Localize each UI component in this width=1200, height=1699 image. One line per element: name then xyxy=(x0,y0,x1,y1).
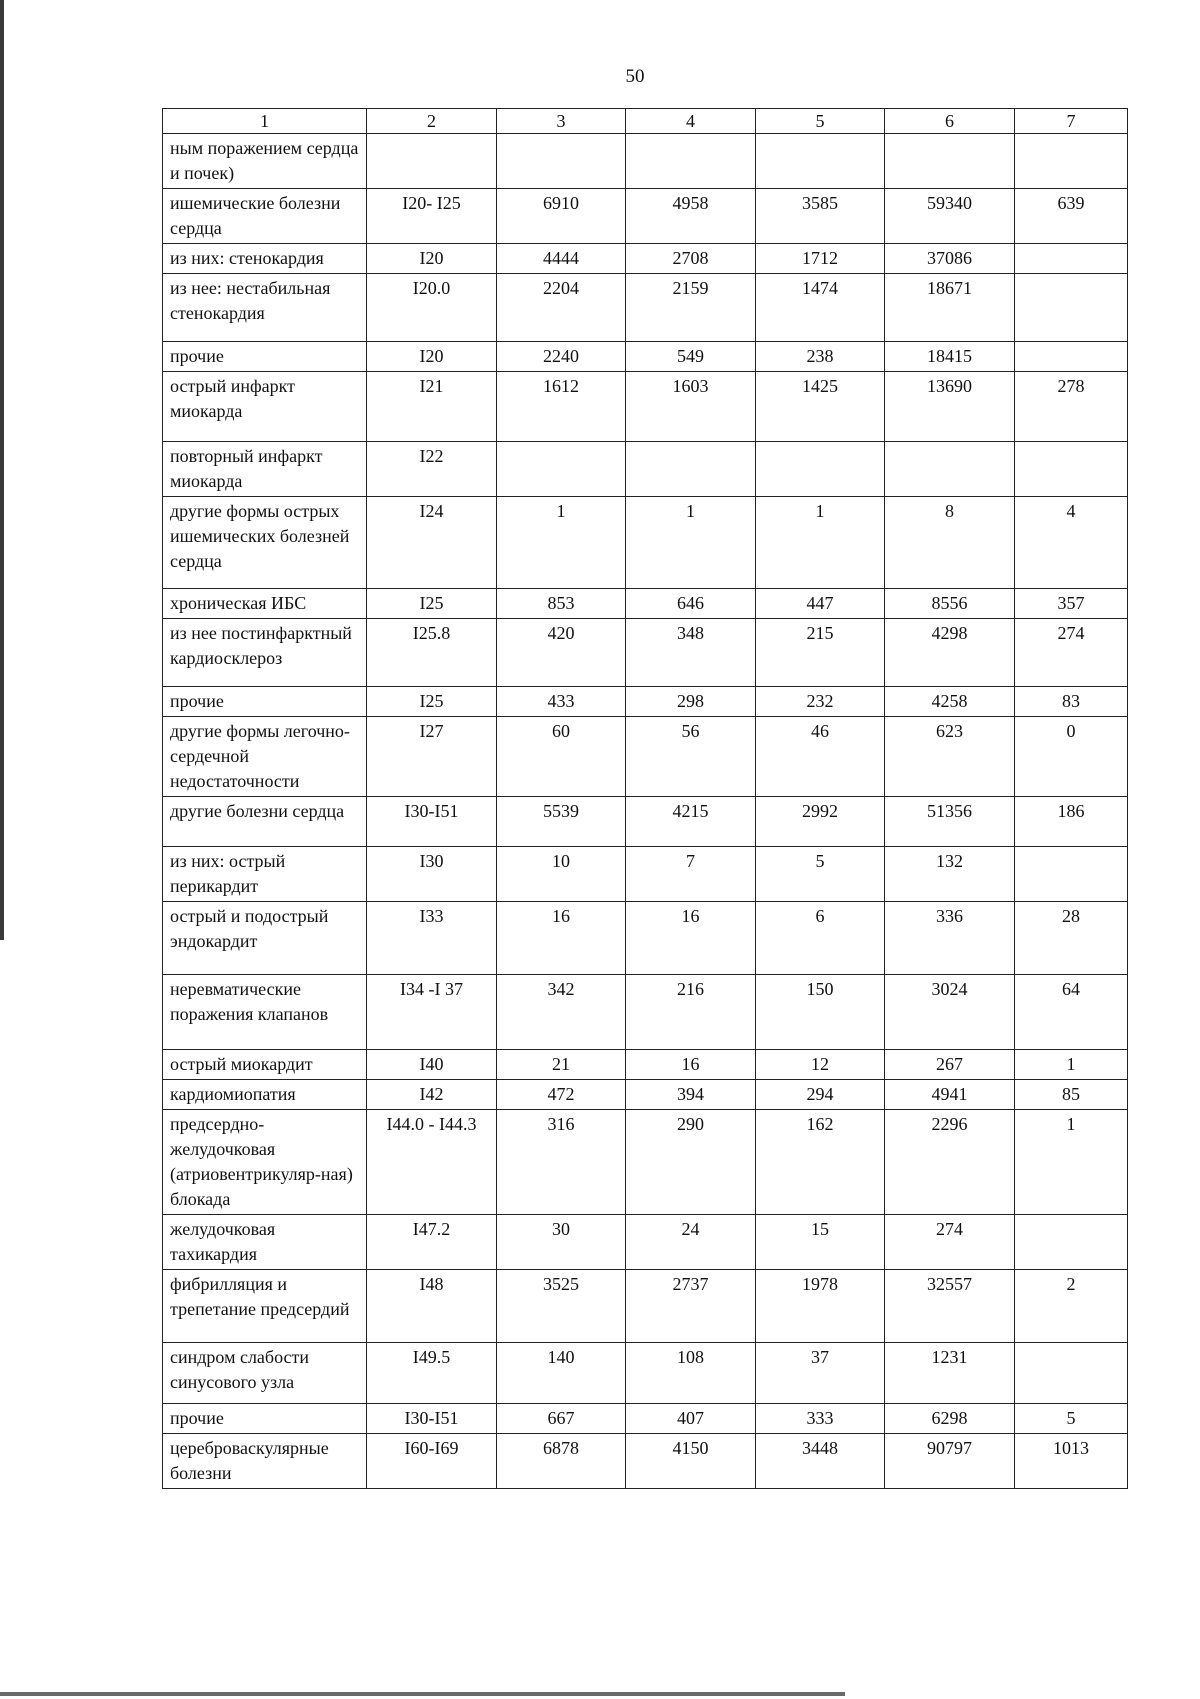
disease-name-cell: фибрилляция и трепетание предсердий xyxy=(163,1270,367,1343)
value-cell-col4: 2737 xyxy=(626,1270,756,1343)
icd-code-cell: I30-I51 xyxy=(367,1404,497,1434)
value-cell-col5: 12 xyxy=(756,1050,885,1080)
value-cell-col6: 4941 xyxy=(885,1080,1015,1110)
value-cell-col5: 3585 xyxy=(756,189,885,244)
value-cell-col5: 294 xyxy=(756,1080,885,1110)
column-number: 6 xyxy=(885,109,1015,134)
value-cell-col5: 1474 xyxy=(756,274,885,342)
table-row xyxy=(163,1270,1128,1343)
value-cell-col6: 336 xyxy=(885,902,1015,975)
value-cell-col3: 1 xyxy=(497,497,626,589)
value-cell-col7 xyxy=(1015,442,1128,497)
value-cell-col4: 4150 xyxy=(626,1434,756,1489)
table-row xyxy=(163,442,1128,497)
value-cell-col7: 85 xyxy=(1015,1080,1128,1110)
value-cell-col3: 5539 xyxy=(497,797,626,847)
icd-code-cell: I34 -I 37 xyxy=(367,975,497,1050)
disease-name-cell: прочие xyxy=(163,1404,367,1434)
icd-code-cell: I42 xyxy=(367,1080,497,1110)
disease-name-cell: ишемические болезни сердца xyxy=(163,189,367,244)
disease-name-cell: из них: стенокардия xyxy=(163,244,367,274)
value-cell-col6: 51356 xyxy=(885,797,1015,847)
disease-name-cell: другие формы легочно-сердечной недостаточности xyxy=(163,717,367,797)
disease-name-cell: прочие xyxy=(163,342,367,372)
value-cell-col7 xyxy=(1015,847,1128,902)
table-row xyxy=(163,244,1128,274)
disease-name-cell: цереброваскулярные болезни xyxy=(163,1434,367,1489)
value-cell-col4: 16 xyxy=(626,1050,756,1080)
table-row xyxy=(163,902,1128,975)
value-cell-col7 xyxy=(1015,134,1128,189)
value-cell-col7: 4 xyxy=(1015,497,1128,589)
disease-name-cell: из них: острый перикардит xyxy=(163,847,367,902)
value-cell-col5: 238 xyxy=(756,342,885,372)
value-cell-col6: 8556 xyxy=(885,589,1015,619)
value-cell-col4: 7 xyxy=(626,847,756,902)
icd-code-cell: I40 xyxy=(367,1050,497,1080)
value-cell-col4: 4215 xyxy=(626,797,756,847)
value-cell-col6: 623 xyxy=(885,717,1015,797)
disease-name-cell: другие формы острых ишемических болезней сердца xyxy=(163,497,367,589)
scan-edge-left xyxy=(0,0,4,940)
value-cell-col3 xyxy=(497,442,626,497)
value-cell-col3: 1612 xyxy=(497,372,626,442)
disease-name-cell: острый инфаркт миокарда xyxy=(163,372,367,442)
disease-name-cell: повторный инфаркт миокарда xyxy=(163,442,367,497)
value-cell-col7 xyxy=(1015,342,1128,372)
icd-code-cell: I44.0 - I44.3 xyxy=(367,1110,497,1215)
disease-name-cell: предсердно-желудочковая (атриовентрикуляр-ная) блокада xyxy=(163,1110,367,1215)
value-cell-col3: 30 xyxy=(497,1215,626,1270)
value-cell-col7: 639 xyxy=(1015,189,1128,244)
value-cell-col3: 433 xyxy=(497,687,626,717)
icd-code-cell: I25 xyxy=(367,589,497,619)
value-cell-col7: 5 xyxy=(1015,1404,1128,1434)
table-row xyxy=(163,847,1128,902)
value-cell-col5: 1 xyxy=(756,497,885,589)
value-cell-col7 xyxy=(1015,274,1128,342)
value-cell-col3: 3525 xyxy=(497,1270,626,1343)
value-cell-col4: 290 xyxy=(626,1110,756,1215)
table-row xyxy=(163,797,1128,847)
icd-code-cell: I20 xyxy=(367,342,497,372)
value-cell-col3: 4444 xyxy=(497,244,626,274)
table-row xyxy=(163,717,1128,797)
disease-name-cell: острый и подострый эндокардит xyxy=(163,902,367,975)
table-row xyxy=(163,1080,1128,1110)
disease-name-cell: хроническая ИБС xyxy=(163,589,367,619)
value-cell-col7: 186 xyxy=(1015,797,1128,847)
value-cell-col5: 3448 xyxy=(756,1434,885,1489)
column-number: 2 xyxy=(367,109,497,134)
value-cell-col3: 10 xyxy=(497,847,626,902)
disease-name-cell: острый миокардит xyxy=(163,1050,367,1080)
value-cell-col6: 8 xyxy=(885,497,1015,589)
value-cell-col6: 32557 xyxy=(885,1270,1015,1343)
value-cell-col4: 394 xyxy=(626,1080,756,1110)
icd-code-cell: I27 xyxy=(367,717,497,797)
icd-code-cell: I25.8 xyxy=(367,619,497,687)
icd-code-cell: I47.2 xyxy=(367,1215,497,1270)
value-cell-col5: 5 xyxy=(756,847,885,902)
value-cell-col7: 1 xyxy=(1015,1050,1128,1080)
table-row xyxy=(163,1050,1128,1080)
value-cell-col3: 140 xyxy=(497,1343,626,1404)
value-cell-col6: 4258 xyxy=(885,687,1015,717)
value-cell-col7: 64 xyxy=(1015,975,1128,1050)
value-cell-col4 xyxy=(626,134,756,189)
column-number-row xyxy=(163,109,1128,134)
value-cell-col5: 46 xyxy=(756,717,885,797)
value-cell-col3: 2240 xyxy=(497,342,626,372)
statistics-table xyxy=(162,108,1128,1489)
value-cell-col6 xyxy=(885,442,1015,497)
value-cell-col4: 407 xyxy=(626,1404,756,1434)
table-row xyxy=(163,1434,1128,1489)
value-cell-col5: 37 xyxy=(756,1343,885,1404)
value-cell-col5: 333 xyxy=(756,1404,885,1434)
icd-code-cell: I20.0 xyxy=(367,274,497,342)
icd-code-cell: I24 xyxy=(367,497,497,589)
value-cell-col3: 420 xyxy=(497,619,626,687)
value-cell-col6: 59340 xyxy=(885,189,1015,244)
value-cell-col5: 1978 xyxy=(756,1270,885,1343)
icd-code-cell: I33 xyxy=(367,902,497,975)
value-cell-col6: 1231 xyxy=(885,1343,1015,1404)
disease-name-cell: неревматические поражения клапанов xyxy=(163,975,367,1050)
value-cell-col5: 15 xyxy=(756,1215,885,1270)
value-cell-col6: 90797 xyxy=(885,1434,1015,1489)
value-cell-col5 xyxy=(756,442,885,497)
table-body xyxy=(163,134,1128,1489)
value-cell-col6: 267 xyxy=(885,1050,1015,1080)
icd-code-cell: I20 xyxy=(367,244,497,274)
value-cell-col4: 4958 xyxy=(626,189,756,244)
value-cell-col7: 1 xyxy=(1015,1110,1128,1215)
table-header xyxy=(163,109,1128,134)
disease-name-cell: прочие xyxy=(163,687,367,717)
icd-code-cell: I30-I51 xyxy=(367,797,497,847)
table-row xyxy=(163,497,1128,589)
value-cell-col3: 21 xyxy=(497,1050,626,1080)
icd-code-cell: I22 xyxy=(367,442,497,497)
value-cell-col5: 1712 xyxy=(756,244,885,274)
table-row xyxy=(163,342,1128,372)
disease-name-cell: синдром слабости синусового узла xyxy=(163,1343,367,1404)
disease-name-cell: кардиомиопатия xyxy=(163,1080,367,1110)
column-number: 7 xyxy=(1015,109,1128,134)
value-cell-col3: 472 xyxy=(497,1080,626,1110)
value-cell-col4: 24 xyxy=(626,1215,756,1270)
icd-code-cell: I21 xyxy=(367,372,497,442)
table-row xyxy=(163,1215,1128,1270)
value-cell-col5: 150 xyxy=(756,975,885,1050)
value-cell-col4: 2159 xyxy=(626,274,756,342)
disease-name-cell: желудочковая тахикардия xyxy=(163,1215,367,1270)
value-cell-col7: 357 xyxy=(1015,589,1128,619)
value-cell-col7 xyxy=(1015,1343,1128,1404)
value-cell-col4: 56 xyxy=(626,717,756,797)
value-cell-col7: 274 xyxy=(1015,619,1128,687)
value-cell-col5: 1425 xyxy=(756,372,885,442)
value-cell-col4: 16 xyxy=(626,902,756,975)
table-row xyxy=(163,619,1128,687)
table-row xyxy=(163,1110,1128,1215)
table-row xyxy=(163,687,1128,717)
disease-name-cell: ным поражением сердца и почек) xyxy=(163,134,367,189)
value-cell-col4: 298 xyxy=(626,687,756,717)
value-cell-col7 xyxy=(1015,1215,1128,1270)
table-row xyxy=(163,1404,1128,1434)
value-cell-col6: 18671 xyxy=(885,274,1015,342)
value-cell-col6: 3024 xyxy=(885,975,1015,1050)
value-cell-col4: 1603 xyxy=(626,372,756,442)
disease-name-cell: другие болезни сердца xyxy=(163,797,367,847)
value-cell-col6 xyxy=(885,134,1015,189)
value-cell-col6: 37086 xyxy=(885,244,1015,274)
icd-code-cell: I30 xyxy=(367,847,497,902)
value-cell-col6: 18415 xyxy=(885,342,1015,372)
column-number: 5 xyxy=(756,109,885,134)
table-row xyxy=(163,589,1128,619)
icd-code-cell: I48 xyxy=(367,1270,497,1343)
value-cell-col5: 2992 xyxy=(756,797,885,847)
disease-name-cell: из нее: нестабильная стенокардия xyxy=(163,274,367,342)
icd-code-cell: I20- I25 xyxy=(367,189,497,244)
value-cell-col3: 2204 xyxy=(497,274,626,342)
table-row xyxy=(163,189,1128,244)
icd-code-cell: I49.5 xyxy=(367,1343,497,1404)
value-cell-col6: 6298 xyxy=(885,1404,1015,1434)
value-cell-col3: 6910 xyxy=(497,189,626,244)
value-cell-col3: 667 xyxy=(497,1404,626,1434)
value-cell-col3: 6878 xyxy=(497,1434,626,1489)
table-row xyxy=(163,274,1128,342)
value-cell-col4: 108 xyxy=(626,1343,756,1404)
value-cell-col7: 28 xyxy=(1015,902,1128,975)
value-cell-col5: 162 xyxy=(756,1110,885,1215)
value-cell-col3: 316 xyxy=(497,1110,626,1215)
value-cell-col7: 1013 xyxy=(1015,1434,1128,1489)
value-cell-col7: 0 xyxy=(1015,717,1128,797)
value-cell-col4 xyxy=(626,442,756,497)
value-cell-col5: 232 xyxy=(756,687,885,717)
value-cell-col3: 16 xyxy=(497,902,626,975)
icd-code-cell: I25 xyxy=(367,687,497,717)
value-cell-col6: 274 xyxy=(885,1215,1015,1270)
disease-name-cell: из нее постинфарктный кардиосклероз xyxy=(163,619,367,687)
value-cell-col3: 342 xyxy=(497,975,626,1050)
value-cell-col6: 4298 xyxy=(885,619,1015,687)
value-cell-col4: 646 xyxy=(626,589,756,619)
table-row xyxy=(163,1343,1128,1404)
value-cell-col6: 13690 xyxy=(885,372,1015,442)
value-cell-col4: 1 xyxy=(626,497,756,589)
value-cell-col5: 447 xyxy=(756,589,885,619)
icd-code-cell: I60-I69 xyxy=(367,1434,497,1489)
value-cell-col5: 6 xyxy=(756,902,885,975)
table-row xyxy=(163,372,1128,442)
icd-code-cell xyxy=(367,134,497,189)
value-cell-col6: 2296 xyxy=(885,1110,1015,1215)
value-cell-col7: 83 xyxy=(1015,687,1128,717)
value-cell-col4: 2708 xyxy=(626,244,756,274)
table-row xyxy=(163,975,1128,1050)
value-cell-col4: 348 xyxy=(626,619,756,687)
value-cell-col3: 60 xyxy=(497,717,626,797)
value-cell-col5 xyxy=(756,134,885,189)
value-cell-col4: 216 xyxy=(626,975,756,1050)
column-number: 4 xyxy=(626,109,756,134)
value-cell-col7 xyxy=(1015,244,1128,274)
value-cell-col3 xyxy=(497,134,626,189)
column-number: 1 xyxy=(163,109,367,134)
value-cell-col5: 215 xyxy=(756,619,885,687)
value-cell-col7: 2 xyxy=(1015,1270,1128,1343)
column-number: 3 xyxy=(497,109,626,134)
value-cell-col6: 132 xyxy=(885,847,1015,902)
table-row xyxy=(163,134,1128,189)
value-cell-col7: 278 xyxy=(1015,372,1128,442)
value-cell-col3: 853 xyxy=(497,589,626,619)
value-cell-col4: 549 xyxy=(626,342,756,372)
scan-edge-bottom xyxy=(0,1692,845,1696)
page-number: 50 xyxy=(625,66,645,87)
